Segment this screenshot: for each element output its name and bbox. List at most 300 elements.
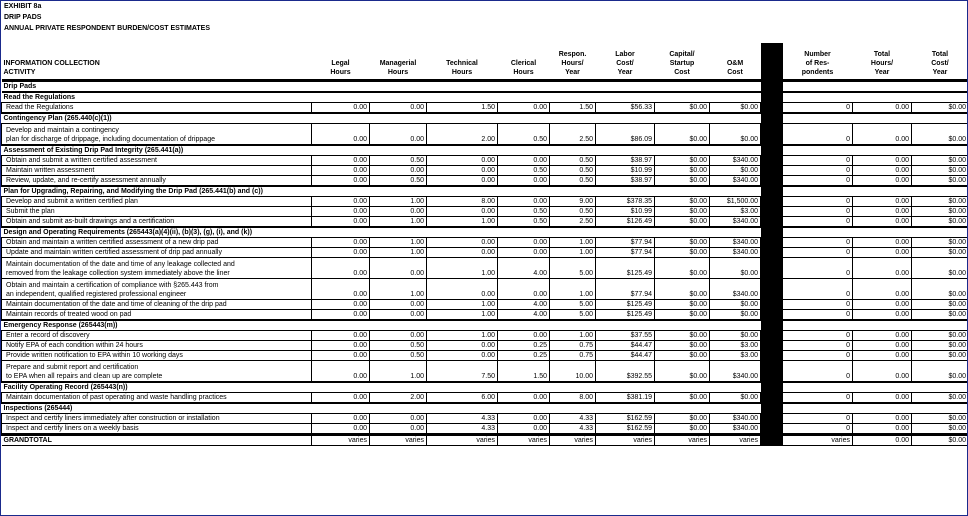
activity-cell: Develop and submit a written certified plan — [2, 197, 312, 207]
managerial-hours-cell: 0.00 — [370, 310, 427, 321]
technical-hours-cell: 6.00 — [427, 393, 498, 404]
black-bar — [761, 186, 783, 197]
labor-cost-cell: $77.94 — [596, 248, 655, 258]
respondent-hours-cell: 5.00 — [550, 310, 596, 321]
respondent-hours-cell: 5.00 — [550, 258, 596, 279]
black-bar — [761, 435, 783, 446]
managerial-hours-cell: 0.00 — [370, 331, 427, 341]
section-row — [2, 145, 968, 156]
clerical-hours-cell: 0.00 — [498, 279, 550, 300]
black-bar — [761, 351, 783, 361]
total-hours-cell: 0.00 — [853, 331, 912, 341]
total-cost-cell: $0.00 — [912, 124, 968, 146]
respondents-cell: 0 — [783, 217, 853, 228]
activity-cell: Obtain and submit as-built drawings and a certification — [2, 217, 312, 228]
table-row — [2, 217, 968, 228]
respondent-hours-cell: 1.00 — [550, 279, 596, 300]
labor-cost-cell: $44.47 — [596, 341, 655, 351]
clerical-hours-cell: 0.00 — [498, 331, 550, 341]
grand-total-label: GRANDTOTAL — [2, 435, 312, 446]
legal-hours-cell: 0.00 — [312, 124, 370, 146]
table-row — [2, 279, 968, 300]
exhibit-caption: ANNUAL PRIVATE RESPONDENT BURDEN/COST ESTIMATES — [4, 25, 210, 32]
table-row — [2, 103, 968, 114]
respondents-cell: 0 — [783, 361, 853, 383]
activity-cell: Obtain and submit a written certified assessment — [2, 156, 312, 166]
om-cost-cell: $3.00 — [710, 351, 761, 361]
col-clerical-hours: Clerical Hours — [498, 43, 550, 81]
clerical-hours-cell: 4.00 — [498, 300, 550, 310]
total-hours-cell: 0.00 — [853, 238, 912, 248]
legal-hours-cell: 0.00 — [312, 258, 370, 279]
activity-cell: Update and maintain written certified assessment of drip pad annually — [2, 248, 312, 258]
exhibit-number: EXHIBIT 8a — [4, 3, 42, 10]
grand-total-hours-cell: 0.00 — [853, 435, 912, 446]
legal-hours-cell: 0.00 — [312, 207, 370, 217]
legal-hours-cell: 0.00 — [312, 414, 370, 424]
total-cost-cell: $0.00 — [912, 156, 968, 166]
total-hours-cell: 0.00 — [853, 197, 912, 207]
table-row — [2, 207, 968, 217]
black-bar — [761, 424, 783, 435]
col-labor-cost: Labor Cost/ Year — [596, 43, 655, 81]
activity-cell: Inspect and certify liners on a weekly basis — [2, 424, 312, 435]
respondents-cell: 0 — [783, 279, 853, 300]
grand-technical-cell: varies — [427, 435, 498, 446]
respondents-cell: 0 — [783, 331, 853, 341]
total-cost-cell: $0.00 — [912, 300, 968, 310]
clerical-hours-cell: 0.00 — [498, 424, 550, 435]
black-bar — [761, 113, 783, 124]
legal-hours-cell: 0.00 — [312, 103, 370, 114]
capital-cost-cell: $0.00 — [655, 310, 710, 321]
labor-cost-cell: $77.94 — [596, 279, 655, 300]
managerial-hours-cell: 2.00 — [370, 393, 427, 404]
black-bar — [761, 156, 783, 166]
om-cost-cell: $340.00 — [710, 238, 761, 248]
activity-cell: Review, update, and re-certify assessment annually — [2, 176, 312, 187]
managerial-hours-cell: 0.00 — [370, 166, 427, 176]
technical-hours-cell: 0.00 — [427, 166, 498, 176]
col-activity: INFORMATION COLLECTION ACTIVITY — [2, 43, 312, 81]
total-hours-cell: 0.00 — [853, 424, 912, 435]
technical-hours-cell: 7.50 — [427, 361, 498, 383]
clerical-hours-cell: 4.00 — [498, 258, 550, 279]
labor-cost-cell: $56.33 — [596, 103, 655, 114]
col-respondents: Number of Res- pondents — [783, 43, 853, 81]
section-row — [2, 403, 968, 414]
col-managerial-hours: Managerial Hours — [370, 43, 427, 81]
capital-cost-cell: $0.00 — [655, 300, 710, 310]
capital-cost-cell: $0.00 — [655, 424, 710, 435]
table-row — [2, 156, 968, 166]
section-row — [2, 113, 968, 124]
total-hours-cell: 0.00 — [853, 300, 912, 310]
total-cost-cell: $0.00 — [912, 279, 968, 300]
total-hours-cell: 0.00 — [853, 279, 912, 300]
total-cost-cell: $0.00 — [912, 258, 968, 279]
total-hours-cell: 0.00 — [853, 351, 912, 361]
om-cost-cell: $340.00 — [710, 279, 761, 300]
clerical-hours-cell: 0.50 — [498, 124, 550, 146]
capital-cost-cell: $0.00 — [655, 156, 710, 166]
capital-cost-cell: $0.00 — [655, 331, 710, 341]
legal-hours-cell: 0.00 — [312, 331, 370, 341]
capital-cost-cell: $0.00 — [655, 393, 710, 404]
activity-cell: Prepare and submit report and certification to EPA when all repairs and clean up are complete — [2, 361, 312, 383]
technical-hours-cell: 1.00 — [427, 217, 498, 228]
activity-cell: Provide written notification to EPA within 10 working days — [2, 351, 312, 361]
grand-legal-cell: varies — [312, 435, 370, 446]
black-bar — [761, 258, 783, 279]
technical-hours-cell: 0.00 — [427, 176, 498, 187]
managerial-hours-cell: 0.50 — [370, 351, 427, 361]
respondent-hours-cell: 1.00 — [550, 331, 596, 341]
section-label: Inspections (265444) — [2, 403, 761, 414]
respondent-hours-cell: 2.50 — [550, 124, 596, 146]
total-hours-cell: 0.00 — [853, 248, 912, 258]
table-row — [2, 310, 968, 321]
total-cost-cell: $0.00 — [912, 217, 968, 228]
technical-hours-cell: 0.00 — [427, 207, 498, 217]
respondents-cell: 0 — [783, 351, 853, 361]
section-row — [2, 382, 968, 393]
respondent-hours-cell: 0.50 — [550, 156, 596, 166]
legal-hours-cell: 0.00 — [312, 176, 370, 187]
technical-hours-cell: 4.33 — [427, 414, 498, 424]
black-bar — [761, 81, 783, 93]
legal-hours-cell: 0.00 — [312, 197, 370, 207]
black-bar — [761, 361, 783, 383]
respondent-hours-cell: 5.00 — [550, 300, 596, 310]
activity-cell: Obtain and maintain a written certified assessment of a new drip pad — [2, 238, 312, 248]
clerical-hours-cell: 0.25 — [498, 351, 550, 361]
managerial-hours-cell: 0.50 — [370, 176, 427, 187]
respondents-cell: 0 — [783, 341, 853, 351]
om-cost-cell: $0.00 — [710, 166, 761, 176]
grand-clerical-cell: varies — [498, 435, 550, 446]
table-body — [2, 81, 968, 446]
col-technical-hours: Technical Hours — [427, 43, 498, 81]
legal-hours-cell: 0.00 — [312, 341, 370, 351]
total-cost-cell: $0.00 — [912, 361, 968, 383]
legal-hours-cell: 0.00 — [312, 361, 370, 383]
activity-cell: Maintain documentation of the date and time of any leakage collected and removed from the leakage collection system immediately above the liner — [2, 258, 312, 279]
respondents-cell: 0 — [783, 424, 853, 435]
black-bar — [761, 124, 783, 146]
om-cost-cell: $340.00 — [710, 176, 761, 187]
respondent-hours-cell: 0.50 — [550, 207, 596, 217]
capital-cost-cell: $0.00 — [655, 176, 710, 187]
om-cost-cell: $340.00 — [710, 361, 761, 383]
table-row — [2, 258, 968, 279]
labor-cost-cell: $125.49 — [596, 258, 655, 279]
column-header-row — [2, 43, 968, 81]
section-spacer — [783, 145, 968, 156]
labor-cost-cell: $10.99 — [596, 207, 655, 217]
total-hours-cell: 0.00 — [853, 414, 912, 424]
total-hours-cell: 0.00 — [853, 341, 912, 351]
respondent-hours-cell: 1.00 — [550, 238, 596, 248]
clerical-hours-cell: 0.00 — [498, 103, 550, 114]
activity-cell: Notify EPA of each condition within 24 hours — [2, 341, 312, 351]
col-total-hours: Total Hours/ Year — [853, 43, 912, 81]
group-spacer — [783, 81, 968, 93]
managerial-hours-cell: 0.00 — [370, 300, 427, 310]
section-label: Design and Operating Requirements (265443(a)(4)(ii), (b)(3), (g), (i), and (k)) — [2, 227, 761, 238]
section-label: Read the Regulations — [2, 92, 761, 103]
capital-cost-cell: $0.00 — [655, 217, 710, 228]
total-cost-cell: $0.00 — [912, 207, 968, 217]
total-hours-cell: 0.00 — [853, 156, 912, 166]
section-spacer — [783, 320, 968, 331]
respondents-cell: 0 — [783, 103, 853, 114]
legal-hours-cell: 0.00 — [312, 351, 370, 361]
capital-cost-cell: $0.00 — [655, 361, 710, 383]
clerical-hours-cell: 0.00 — [498, 176, 550, 187]
respondents-cell: 0 — [783, 156, 853, 166]
grand-total-cost-cell: $0.00 — [912, 435, 968, 446]
labor-cost-cell: $38.97 — [596, 176, 655, 187]
legal-hours-cell: 0.00 — [312, 217, 370, 228]
clerical-hours-cell: 0.00 — [498, 238, 550, 248]
labor-cost-cell: $126.49 — [596, 217, 655, 228]
col-capital-cost: Capital/ Startup Cost — [655, 43, 710, 81]
technical-hours-cell: 0.00 — [427, 156, 498, 166]
respondent-hours-cell: 10.00 — [550, 361, 596, 383]
table-row — [2, 361, 968, 383]
labor-cost-cell: $77.94 — [596, 238, 655, 248]
om-cost-cell: $340.00 — [710, 248, 761, 258]
technical-hours-cell: 0.00 — [427, 341, 498, 351]
section-spacer — [783, 403, 968, 414]
section-row — [2, 92, 968, 103]
group-label: Drip Pads — [2, 81, 761, 93]
labor-cost-cell: $10.99 — [596, 166, 655, 176]
total-cost-cell: $0.00 — [912, 166, 968, 176]
legal-hours-cell: 0.00 — [312, 279, 370, 300]
activity-cell: Develop and maintain a contingency plan for discharge of drippage, including documentation of drippage — [2, 124, 312, 146]
technical-hours-cell: 1.00 — [427, 258, 498, 279]
technical-hours-cell: 8.00 — [427, 197, 498, 207]
total-cost-cell: $0.00 — [912, 331, 968, 341]
grand-capital-cell: varies — [655, 435, 710, 446]
black-bar — [761, 238, 783, 248]
capital-cost-cell: $0.00 — [655, 124, 710, 146]
respondent-hours-cell: 8.00 — [550, 393, 596, 404]
black-bar — [761, 248, 783, 258]
managerial-hours-cell: 0.00 — [370, 414, 427, 424]
table-row — [2, 166, 968, 176]
black-bar — [761, 145, 783, 156]
black-bar — [761, 92, 783, 103]
managerial-hours-cell: 1.00 — [370, 217, 427, 228]
labor-cost-cell: $378.35 — [596, 197, 655, 207]
section-row — [2, 320, 968, 331]
activity-cell: Submit the plan — [2, 207, 312, 217]
managerial-hours-cell: 0.00 — [370, 424, 427, 435]
respondent-hours-cell: 0.75 — [550, 341, 596, 351]
section-label: Emergency Response (265443(m)) — [2, 320, 761, 331]
table-row — [2, 197, 968, 207]
clerical-hours-cell: 0.50 — [498, 166, 550, 176]
labor-cost-cell: $162.59 — [596, 414, 655, 424]
technical-hours-cell: 0.00 — [427, 279, 498, 300]
technical-hours-cell: 1.00 — [427, 300, 498, 310]
group-row — [2, 81, 968, 93]
black-bar — [761, 207, 783, 217]
black-bar — [761, 403, 783, 414]
respondents-cell: 0 — [783, 176, 853, 187]
respondents-cell: 0 — [783, 248, 853, 258]
respondents-cell: 0 — [783, 124, 853, 146]
total-cost-cell: $0.00 — [912, 310, 968, 321]
respondents-cell: 0 — [783, 166, 853, 176]
total-hours-cell: 0.00 — [853, 361, 912, 383]
activity-cell: Read the Regulations — [2, 103, 312, 114]
black-bar — [761, 331, 783, 341]
managerial-hours-cell: 0.00 — [370, 258, 427, 279]
clerical-hours-cell: 0.50 — [498, 207, 550, 217]
table-row — [2, 176, 968, 187]
total-hours-cell: 0.00 — [853, 124, 912, 146]
total-hours-cell: 0.00 — [853, 103, 912, 114]
managerial-hours-cell: 1.00 — [370, 238, 427, 248]
labor-cost-cell: $125.49 — [596, 300, 655, 310]
technical-hours-cell: 1.50 — [427, 103, 498, 114]
burden-table — [1, 43, 968, 446]
legal-hours-cell: 0.00 — [312, 248, 370, 258]
black-bar — [761, 320, 783, 331]
technical-hours-cell: 0.00 — [427, 248, 498, 258]
black-bar — [761, 166, 783, 176]
section-label: Contingency Plan (265.440(c)(1)) — [2, 113, 761, 124]
om-cost-cell: $340.00 — [710, 414, 761, 424]
om-cost-cell: $1,500.00 — [710, 197, 761, 207]
respondents-cell: 0 — [783, 238, 853, 248]
activity-cell: Maintain records of treated wood on pad — [2, 310, 312, 321]
labor-cost-cell: $125.49 — [596, 310, 655, 321]
technical-hours-cell: 4.33 — [427, 424, 498, 435]
black-bar — [761, 414, 783, 424]
labor-cost-cell: $37.55 — [596, 331, 655, 341]
table-row — [2, 341, 968, 351]
black-bar — [761, 393, 783, 404]
legal-hours-cell: 0.00 — [312, 238, 370, 248]
black-bar — [761, 103, 783, 114]
section-spacer — [783, 113, 968, 124]
clerical-hours-cell: 1.50 — [498, 361, 550, 383]
grand-total-row — [2, 435, 968, 446]
total-cost-cell: $0.00 — [912, 197, 968, 207]
labor-cost-cell: $162.59 — [596, 424, 655, 435]
black-bar — [761, 382, 783, 393]
capital-cost-cell: $0.00 — [655, 279, 710, 300]
capital-cost-cell: $0.00 — [655, 414, 710, 424]
section-spacer — [783, 227, 968, 238]
section-row — [2, 227, 968, 238]
table-row — [2, 414, 968, 424]
managerial-hours-cell: 1.00 — [370, 279, 427, 300]
respondent-hours-cell: 0.50 — [550, 166, 596, 176]
total-hours-cell: 0.00 — [853, 258, 912, 279]
total-cost-cell: $0.00 — [912, 393, 968, 404]
respondent-hours-cell: 1.50 — [550, 103, 596, 114]
om-cost-cell: $0.00 — [710, 124, 761, 146]
activity-cell: Maintain written assessment — [2, 166, 312, 176]
black-bar — [761, 197, 783, 207]
respondents-cell: 0 — [783, 258, 853, 279]
legal-hours-cell: 0.00 — [312, 424, 370, 435]
labor-cost-cell: $86.09 — [596, 124, 655, 146]
capital-cost-cell: $0.00 — [655, 207, 710, 217]
clerical-hours-cell: 0.00 — [498, 197, 550, 207]
activity-cell: Obtain and maintain a certification of compliance with §265.443 from an independent, qualified registered professional engineer — [2, 279, 312, 300]
capital-cost-cell: $0.00 — [655, 238, 710, 248]
om-cost-cell: $0.00 — [710, 393, 761, 404]
total-hours-cell: 0.00 — [853, 176, 912, 187]
managerial-hours-cell: 1.00 — [370, 197, 427, 207]
table-row — [2, 331, 968, 341]
section-label: Assessment of Existing Drip Pad Integrity (265.441(a)) — [2, 145, 761, 156]
section-spacer — [783, 382, 968, 393]
black-bar — [761, 176, 783, 187]
grand-respondent-hours-cell: varies — [550, 435, 596, 446]
col-legal-hours: Legal Hours — [312, 43, 370, 81]
exhibit-subject: DRIP PADS — [4, 14, 42, 21]
respondents-cell: 0 — [783, 207, 853, 217]
black-bar — [761, 300, 783, 310]
respondents-cell: 0 — [783, 310, 853, 321]
activity-cell: Maintain documentation of past operating and waste handling practices — [2, 393, 312, 404]
legal-hours-cell: 0.00 — [312, 300, 370, 310]
technical-hours-cell: 1.00 — [427, 331, 498, 341]
respondent-hours-cell: 4.33 — [550, 424, 596, 435]
section-row — [2, 186, 968, 197]
total-cost-cell: $0.00 — [912, 351, 968, 361]
table-row — [2, 300, 968, 310]
respondents-cell: 0 — [783, 300, 853, 310]
clerical-hours-cell: 0.00 — [498, 248, 550, 258]
managerial-hours-cell: 0.50 — [370, 156, 427, 166]
total-hours-cell: 0.00 — [853, 393, 912, 404]
om-cost-cell: $340.00 — [710, 217, 761, 228]
total-cost-cell: $0.00 — [912, 176, 968, 187]
respondents-cell: 0 — [783, 414, 853, 424]
black-bar — [761, 279, 783, 300]
capital-cost-cell: $0.00 — [655, 248, 710, 258]
om-cost-cell: $3.00 — [710, 207, 761, 217]
labor-cost-cell: $381.19 — [596, 393, 655, 404]
section-spacer — [783, 92, 968, 103]
respondent-hours-cell: 0.75 — [550, 351, 596, 361]
technical-hours-cell: 2.00 — [427, 124, 498, 146]
clerical-hours-cell: 0.00 — [498, 393, 550, 404]
legal-hours-cell: 0.00 — [312, 310, 370, 321]
section-label: Plan for Upgrading, Repairing, and Modifying the Drip Pad (265.441(b) and (c)) — [2, 186, 761, 197]
total-cost-cell: $0.00 — [912, 238, 968, 248]
managerial-hours-cell: 0.50 — [370, 341, 427, 351]
legal-hours-cell: 0.00 — [312, 156, 370, 166]
black-bar — [761, 341, 783, 351]
om-cost-cell: $0.00 — [710, 103, 761, 114]
section-label: Facility Operating Record (265443(n)) — [2, 382, 761, 393]
activity-cell: Maintain documentation of the date and time of cleaning of the drip pad — [2, 300, 312, 310]
capital-cost-cell: $0.00 — [655, 197, 710, 207]
col-respondent-hours: Respon. Hours/ Year — [550, 43, 596, 81]
table-row — [2, 393, 968, 404]
respondents-cell: 0 — [783, 393, 853, 404]
